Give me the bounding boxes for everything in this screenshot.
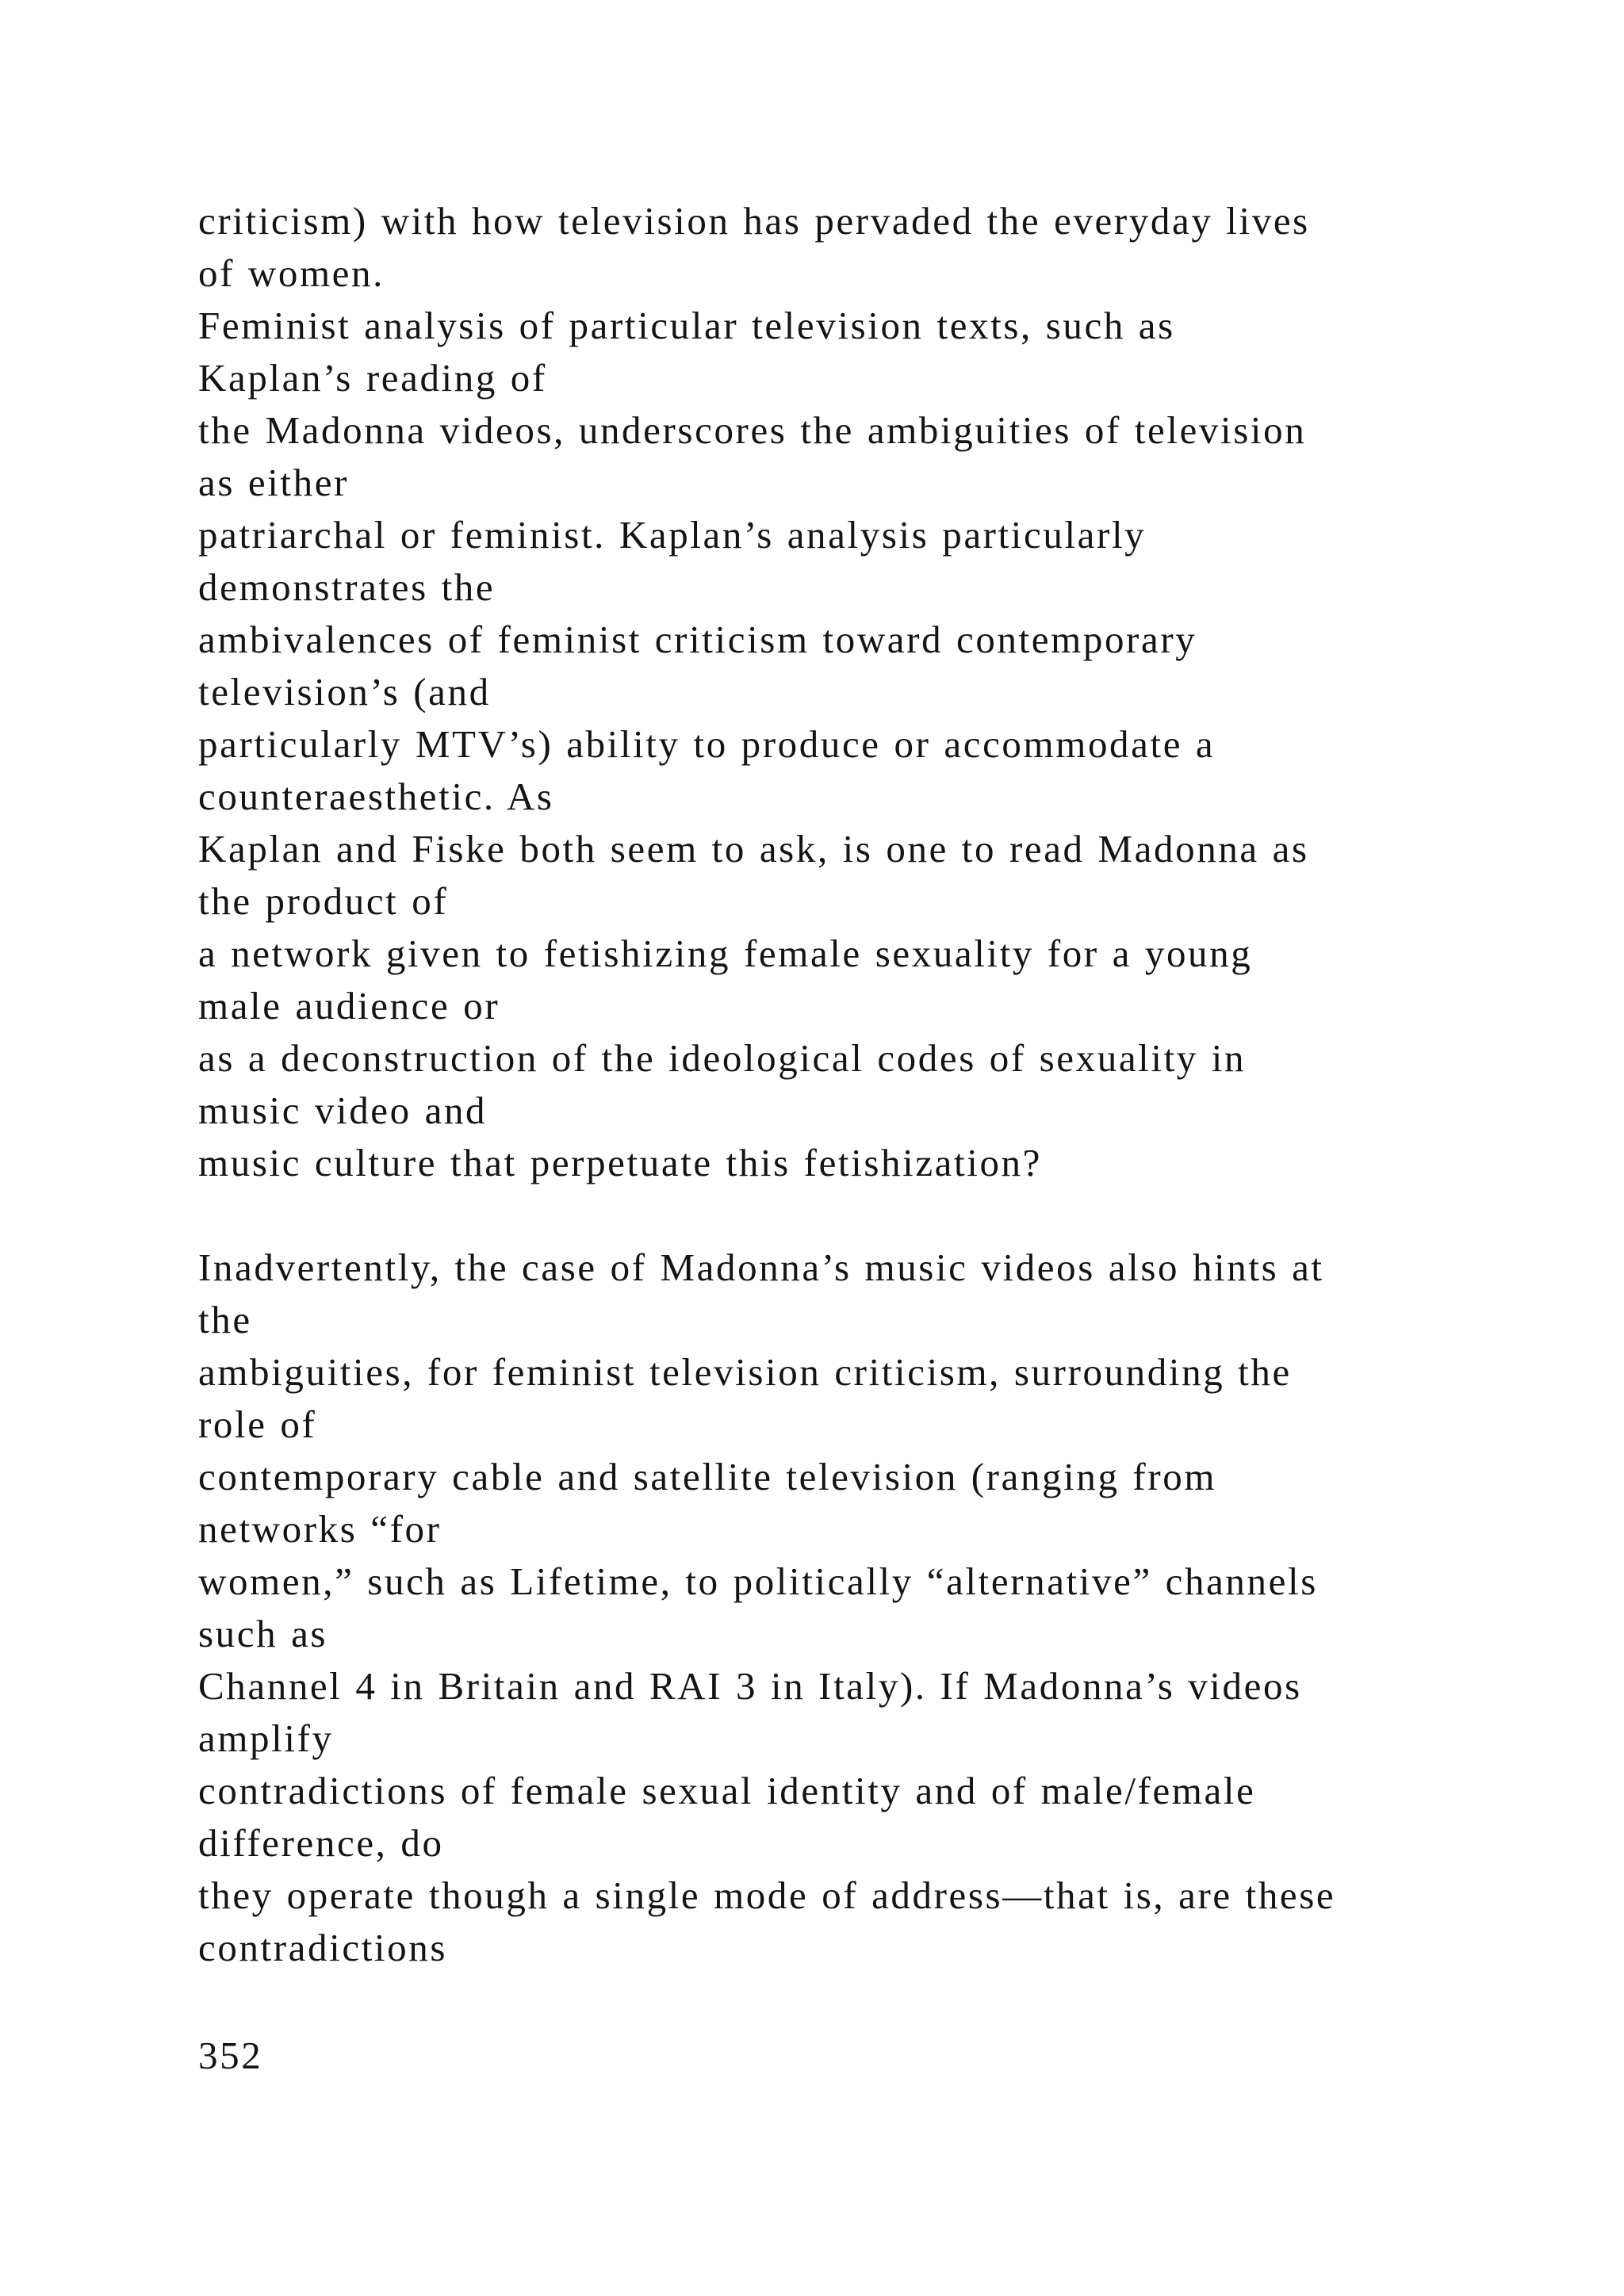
text-line: demonstrates the (198, 565, 496, 609)
text-line: they operate though a single mode of address—that is, are these (198, 1873, 1336, 1917)
text-line: music video and (198, 1089, 488, 1132)
text-line: Inadvertently, the case of Madonna’s music videos also hints at (198, 1246, 1324, 1289)
text-line: as a deconstruction of the ideological codes of sexuality in (198, 1036, 1247, 1080)
text-line: the product of (198, 879, 449, 923)
text-line: as either (198, 461, 350, 504)
text-line: Feminist analysis of particular television texts, such as (198, 304, 1175, 347)
text-line: music culture that perpetuate this fetishization? (198, 1141, 1042, 1184)
text-line: ambivalences of feminist criticism toward contemporary (198, 618, 1197, 661)
text-line: male audience or (198, 984, 500, 1027)
text-line: women,” such as Lifetime, to politically “alternative” channels (198, 1559, 1318, 1603)
page-number: 352 (198, 2034, 263, 2077)
text-line: television’s (and (198, 670, 491, 714)
text-line: counteraesthetic. As (198, 775, 554, 818)
text-line: difference, do (198, 1821, 444, 1865)
text-line: amplify (198, 1716, 334, 1760)
text-line: patriarchal or feminist. Kaplan’s analysis particularly (198, 513, 1147, 557)
text-line: role of (198, 1402, 317, 1446)
text-line: Kaplan’s reading of (198, 356, 547, 400)
paragraph-break (198, 1189, 1499, 1242)
text-line: such as (198, 1612, 328, 1655)
text-line: the (198, 1298, 252, 1341)
text-line: Kaplan and Fiske both seem to ask, is one to read Madonna as (198, 827, 1309, 871)
text-line: ambiguities, for feminist television criticism, surrounding the (198, 1350, 1292, 1394)
text-line: criticism) with how television has pervaded the everyday lives (198, 199, 1310, 243)
text-line: contemporary cable and satellite television (ranging from (198, 1455, 1217, 1498)
text-line: networks “for (198, 1507, 442, 1551)
text-line: Channel 4 in Britain and RAI 3 in Italy). If Madonna’s videos (198, 1664, 1302, 1708)
body-text (198, 195, 1499, 1974)
text-line: contradictions (198, 1926, 447, 1969)
text-line: particularly MTV’s) ability to produce or accommodate a (198, 722, 1216, 766)
text-line: of women. (198, 251, 385, 295)
text-line: a network given to fetishizing female sexuality for a young (198, 932, 1253, 975)
text-line: contradictions of female sexual identity and of male/female (198, 1769, 1256, 1812)
text-line: the Madonna videos, underscores the ambiguities of television (198, 408, 1307, 452)
